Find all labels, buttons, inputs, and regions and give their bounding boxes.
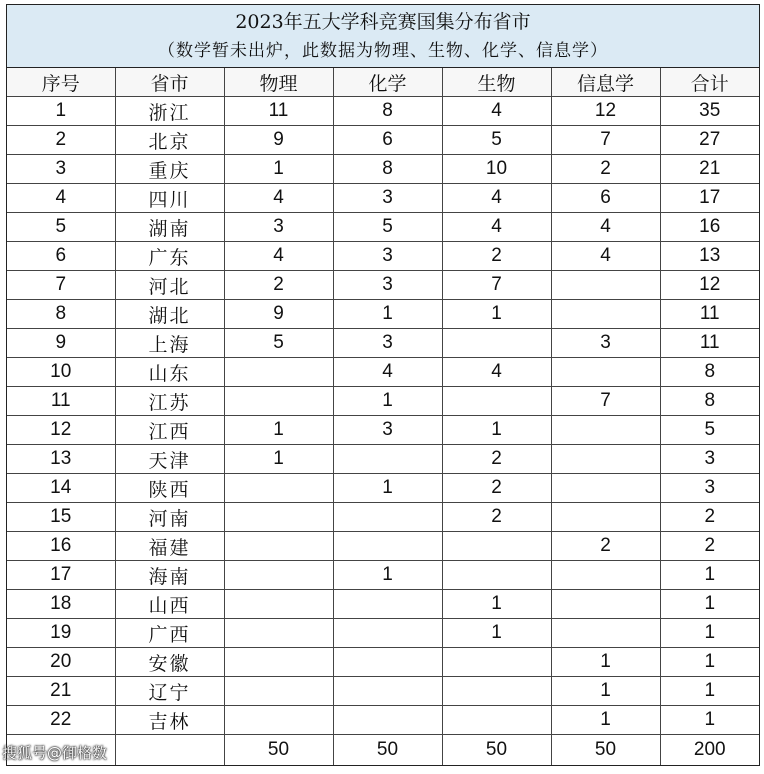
cell-informatics: 1 xyxy=(551,648,660,677)
cell-informatics xyxy=(551,416,660,445)
cell-total: 2 xyxy=(660,503,759,532)
total-cell-province xyxy=(115,735,224,766)
table-row xyxy=(7,648,759,677)
header-total: 合计 xyxy=(660,68,759,97)
cell-biology: 2 xyxy=(442,503,551,532)
cell-biology: 4 xyxy=(442,97,551,126)
cell-province: 陕西 xyxy=(115,474,224,503)
cell-index: 19 xyxy=(7,619,115,648)
cell-chemistry: 4 xyxy=(333,358,442,387)
cell-informatics xyxy=(551,271,660,300)
cell-total: 13 xyxy=(660,242,759,271)
cell-chemistry xyxy=(333,445,442,474)
cell-biology: 7 xyxy=(442,271,551,300)
cell-physics xyxy=(224,706,333,735)
cell-index: 18 xyxy=(7,590,115,619)
cell-province: 广东 xyxy=(115,242,224,271)
cell-biology: 2 xyxy=(442,474,551,503)
cell-biology: 1 xyxy=(442,300,551,329)
cell-index: 12 xyxy=(7,416,115,445)
cell-total: 1 xyxy=(660,561,759,590)
cell-informatics: 4 xyxy=(551,213,660,242)
title-main: 2023年五大学科竞赛国集分布省市 xyxy=(235,11,531,33)
cell-total: 11 xyxy=(660,300,759,329)
cell-total: 3 xyxy=(660,474,759,503)
cell-total: 2 xyxy=(660,532,759,561)
cell-physics xyxy=(224,358,333,387)
cell-total: 1 xyxy=(660,648,759,677)
total-cell-total: 200 xyxy=(660,735,759,766)
header-row xyxy=(7,68,759,97)
table-row xyxy=(7,358,759,387)
cell-chemistry xyxy=(333,619,442,648)
cell-index: 15 xyxy=(7,503,115,532)
cell-index: 4 xyxy=(7,184,115,213)
cell-informatics: 4 xyxy=(551,242,660,271)
cell-province: 江西 xyxy=(115,416,224,445)
table-row xyxy=(7,590,759,619)
cell-biology xyxy=(442,677,551,706)
table-row xyxy=(7,97,759,126)
cell-province: 江苏 xyxy=(115,387,224,416)
cell-informatics xyxy=(551,474,660,503)
table-row xyxy=(7,387,759,416)
cell-province: 海南 xyxy=(115,561,224,590)
cell-province: 河北 xyxy=(115,271,224,300)
cell-biology xyxy=(442,648,551,677)
header-informatics: 信息学 xyxy=(551,68,660,97)
cell-province: 天津 xyxy=(115,445,224,474)
cell-total: 3 xyxy=(660,445,759,474)
cell-total: 1 xyxy=(660,590,759,619)
header-physics: 物理 xyxy=(224,68,333,97)
table-row xyxy=(7,416,759,445)
cell-informatics: 12 xyxy=(551,97,660,126)
cell-informatics xyxy=(551,590,660,619)
cell-physics xyxy=(224,503,333,532)
cell-biology xyxy=(442,706,551,735)
cell-informatics xyxy=(551,358,660,387)
cell-index: 5 xyxy=(7,213,115,242)
header-province: 省市 xyxy=(115,68,224,97)
cell-physics xyxy=(224,387,333,416)
cell-physics xyxy=(224,648,333,677)
cell-biology: 1 xyxy=(442,619,551,648)
cell-informatics: 2 xyxy=(551,155,660,184)
table-row xyxy=(7,300,759,329)
title-note: （数学暂未出炉，此数据为物理、生物、化学、信息学） xyxy=(158,41,608,61)
cell-physics: 9 xyxy=(224,126,333,155)
cell-chemistry xyxy=(333,590,442,619)
cell-chemistry: 1 xyxy=(333,387,442,416)
cell-index: 9 xyxy=(7,329,115,358)
cell-chemistry: 1 xyxy=(333,561,442,590)
spreadsheet xyxy=(6,4,760,766)
cell-chemistry: 5 xyxy=(333,213,442,242)
cell-physics xyxy=(224,532,333,561)
cell-informatics xyxy=(551,561,660,590)
cell-index: 10 xyxy=(7,358,115,387)
total-cell-index xyxy=(7,735,115,766)
cell-informatics xyxy=(551,445,660,474)
table-title xyxy=(7,5,759,68)
cell-index: 22 xyxy=(7,706,115,735)
cell-informatics: 2 xyxy=(551,532,660,561)
cell-chemistry: 3 xyxy=(333,271,442,300)
cell-informatics: 1 xyxy=(551,677,660,706)
table-row xyxy=(7,706,759,735)
cell-chemistry: 3 xyxy=(333,416,442,445)
header-index: 序号 xyxy=(7,68,115,97)
total-cell-biology: 50 xyxy=(442,735,551,766)
cell-province: 河南 xyxy=(115,503,224,532)
table-row xyxy=(7,213,759,242)
cell-province: 湖南 xyxy=(115,213,224,242)
cell-index: 6 xyxy=(7,242,115,271)
cell-total: 12 xyxy=(660,271,759,300)
table-row xyxy=(7,242,759,271)
cell-index: 14 xyxy=(7,474,115,503)
cell-informatics: 1 xyxy=(551,706,660,735)
cell-province: 山东 xyxy=(115,358,224,387)
cell-physics xyxy=(224,677,333,706)
cell-province: 北京 xyxy=(115,126,224,155)
cell-physics: 1 xyxy=(224,445,333,474)
cell-physics xyxy=(224,474,333,503)
cell-informatics: 6 xyxy=(551,184,660,213)
cell-index: 21 xyxy=(7,677,115,706)
cell-biology xyxy=(442,561,551,590)
table-row xyxy=(7,329,759,358)
cell-total: 27 xyxy=(660,126,759,155)
table-row xyxy=(7,619,759,648)
cell-province: 山西 xyxy=(115,590,224,619)
cell-biology: 4 xyxy=(442,358,551,387)
cell-physics: 11 xyxy=(224,97,333,126)
watermark: 搜狐号@御格数 xyxy=(2,744,108,762)
cell-total: 5 xyxy=(660,416,759,445)
cell-informatics xyxy=(551,300,660,329)
cell-physics xyxy=(224,619,333,648)
table-body xyxy=(7,97,759,766)
cell-chemistry: 3 xyxy=(333,184,442,213)
cell-total: 21 xyxy=(660,155,759,184)
cell-total: 16 xyxy=(660,213,759,242)
cell-physics: 3 xyxy=(224,213,333,242)
cell-province: 广西 xyxy=(115,619,224,648)
cell-biology: 5 xyxy=(442,126,551,155)
cell-index: 13 xyxy=(7,445,115,474)
table-row xyxy=(7,474,759,503)
cell-chemistry: 3 xyxy=(333,242,442,271)
totals-row xyxy=(7,735,759,766)
cell-index: 20 xyxy=(7,648,115,677)
table-row xyxy=(7,532,759,561)
cell-province: 辽宁 xyxy=(115,677,224,706)
cell-chemistry: 3 xyxy=(333,329,442,358)
cell-chemistry: 8 xyxy=(333,97,442,126)
cell-informatics: 7 xyxy=(551,387,660,416)
cell-province: 安徽 xyxy=(115,648,224,677)
cell-chemistry xyxy=(333,648,442,677)
cell-index: 2 xyxy=(7,126,115,155)
cell-chemistry: 1 xyxy=(333,474,442,503)
cell-index: 17 xyxy=(7,561,115,590)
cell-index: 8 xyxy=(7,300,115,329)
cell-province: 吉林 xyxy=(115,706,224,735)
cell-chemistry xyxy=(333,677,442,706)
cell-province: 浙江 xyxy=(115,97,224,126)
cell-index: 11 xyxy=(7,387,115,416)
cell-informatics: 3 xyxy=(551,329,660,358)
table-row xyxy=(7,677,759,706)
cell-informatics: 7 xyxy=(551,126,660,155)
cell-chemistry: 1 xyxy=(333,300,442,329)
cell-province: 四川 xyxy=(115,184,224,213)
header-chemistry: 化学 xyxy=(333,68,442,97)
table-row xyxy=(7,271,759,300)
cell-chemistry: 8 xyxy=(333,155,442,184)
cell-biology: 2 xyxy=(442,242,551,271)
cell-province: 福建 xyxy=(115,532,224,561)
cell-total: 35 xyxy=(660,97,759,126)
cell-biology: 1 xyxy=(442,590,551,619)
cell-province: 湖北 xyxy=(115,300,224,329)
cell-biology xyxy=(442,387,551,416)
cell-index: 16 xyxy=(7,532,115,561)
cell-biology xyxy=(442,532,551,561)
cell-physics: 2 xyxy=(224,271,333,300)
cell-total: 17 xyxy=(660,184,759,213)
cell-total: 8 xyxy=(660,387,759,416)
cell-index: 3 xyxy=(7,155,115,184)
table-row xyxy=(7,503,759,532)
cell-province: 重庆 xyxy=(115,155,224,184)
cell-biology xyxy=(442,329,551,358)
total-cell-physics: 50 xyxy=(224,735,333,766)
cell-biology: 10 xyxy=(442,155,551,184)
cell-chemistry xyxy=(333,532,442,561)
cell-total: 1 xyxy=(660,677,759,706)
cell-biology: 4 xyxy=(442,184,551,213)
table-row xyxy=(7,184,759,213)
cell-province: 上海 xyxy=(115,329,224,358)
cell-informatics xyxy=(551,503,660,532)
cell-physics: 5 xyxy=(224,329,333,358)
cell-biology: 2 xyxy=(442,445,551,474)
cell-physics: 1 xyxy=(224,155,333,184)
table-row xyxy=(7,561,759,590)
cell-chemistry: 6 xyxy=(333,126,442,155)
cell-physics xyxy=(224,561,333,590)
cell-total: 1 xyxy=(660,619,759,648)
cell-physics xyxy=(224,590,333,619)
table-row xyxy=(7,126,759,155)
cell-physics: 4 xyxy=(224,242,333,271)
cell-biology: 1 xyxy=(442,416,551,445)
total-cell-chemistry: 50 xyxy=(333,735,442,766)
cell-biology: 4 xyxy=(442,213,551,242)
cell-total: 11 xyxy=(660,329,759,358)
cell-physics: 1 xyxy=(224,416,333,445)
total-cell-informatics: 50 xyxy=(551,735,660,766)
cell-physics: 9 xyxy=(224,300,333,329)
table-row xyxy=(7,445,759,474)
cell-total: 1 xyxy=(660,706,759,735)
cell-index: 1 xyxy=(7,97,115,126)
olympiad-distribution-table xyxy=(7,68,759,765)
cell-chemistry xyxy=(333,706,442,735)
header-biology: 生物 xyxy=(442,68,551,97)
cell-index: 7 xyxy=(7,271,115,300)
cell-total: 8 xyxy=(660,358,759,387)
cell-chemistry xyxy=(333,503,442,532)
table-row xyxy=(7,155,759,184)
cell-physics: 4 xyxy=(224,184,333,213)
cell-informatics xyxy=(551,619,660,648)
